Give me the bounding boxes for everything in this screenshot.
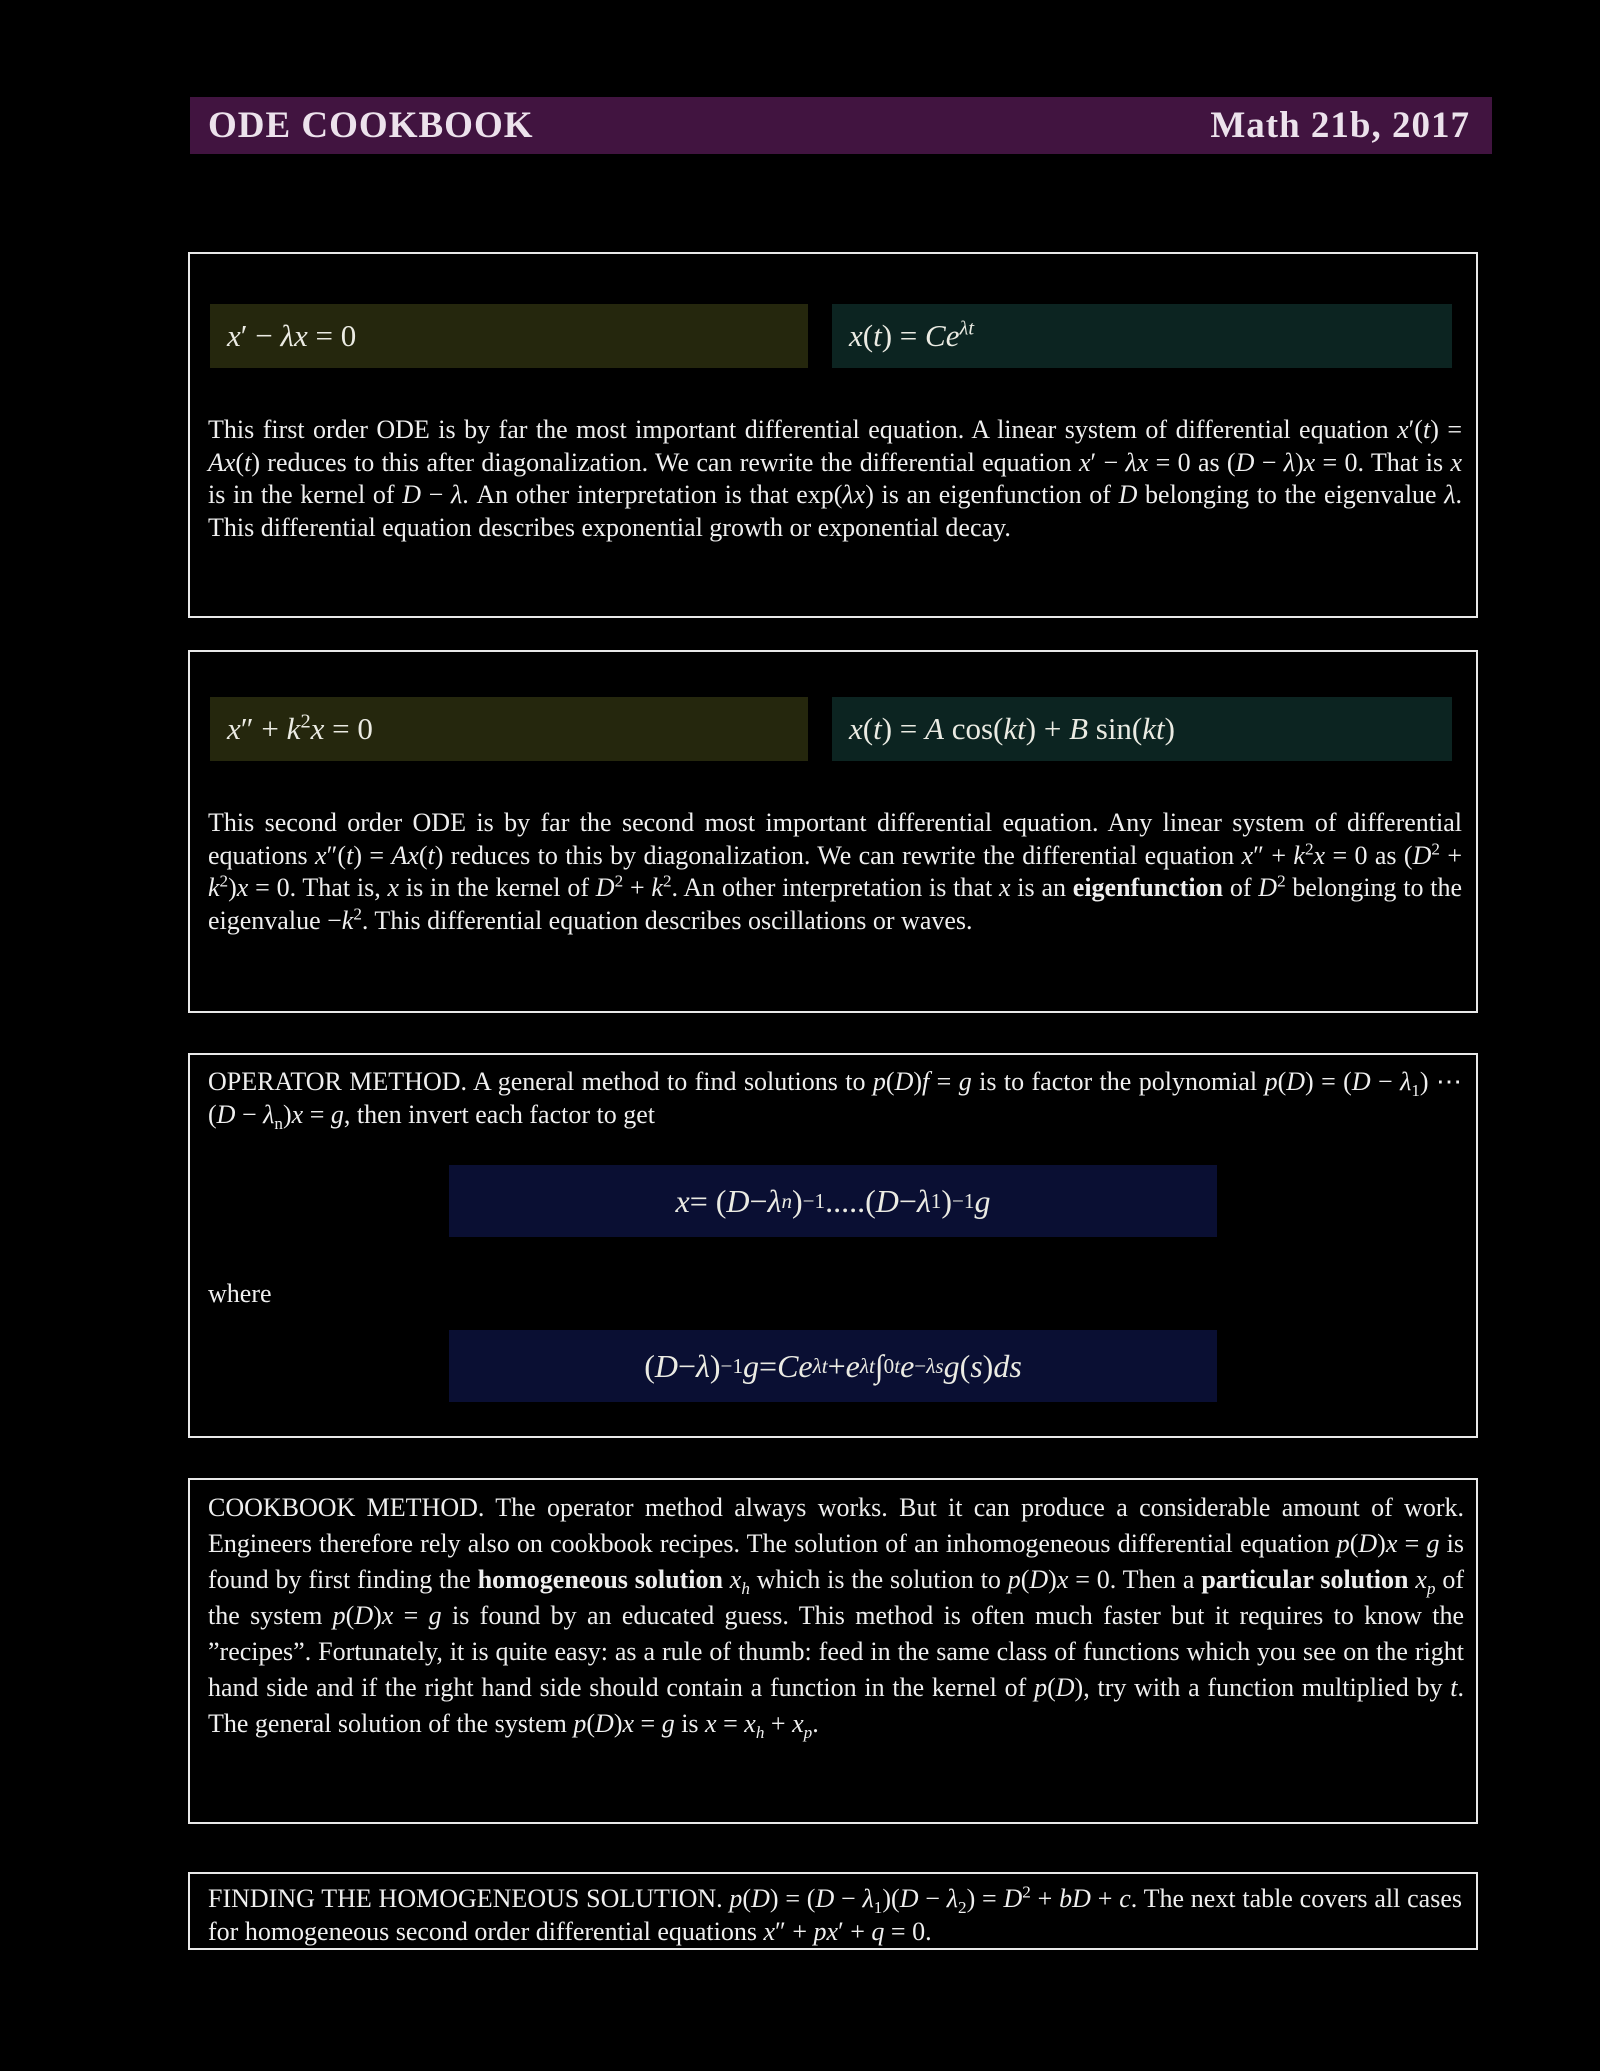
cookbook-method-box — [188, 1478, 1478, 1824]
first-order-ode-box — [188, 252, 1478, 618]
first-order-description: This first order ODE is by far the most important differential equation. A linear system of differential equation x′(t) = Ax(t) reduces to this after diagonalization. We can rewrite the differential equation x′ − λx = 0 as (D − λ)x = 0. That is x is in the kernel of D − λ. An other interpretation is that exp(λx) is an eigenfunction of D belonging to the eigenvalue λ. This differential equation describes exponential growth or exponential decay. — [208, 415, 1463, 542]
operator-method-intro: OPERATOR METHOD. A general method to find solutions to p(D)f = g is to factor the polynomial $p(D) = (D - \lambda_1)$ ⋯ $(D - \lambda_n)x = g$, then invert each factor to get — [208, 1067, 1462, 1134]
course-label: Math 21b, 2017 — [1210, 105, 1470, 146]
homogeneous-solution-box — [188, 1872, 1478, 1950]
first-order-equation: x′ − λx = 0 — [210, 304, 808, 368]
second-order-solution: x(t) = A cos(kt) + B sin(kt) — [832, 697, 1452, 761]
second-order-ode-box — [188, 650, 1478, 1013]
operator-inverse-equation: ( D − λ ) −1 g = Ce λt + e λt ∫ 0 t e −λs g ( s ) ds — [449, 1330, 1217, 1402]
where-label: where — [208, 1279, 272, 1308]
header-bar — [190, 97, 1492, 154]
operator-factored-equation: x = ( D − λ n ) −1 .....( D − λ 1 ) −1 g — [449, 1165, 1217, 1237]
operator-method-box — [188, 1053, 1478, 1438]
first-order-equation-row — [210, 304, 1452, 368]
homogeneous-solution-description: FINDING THE HOMOGENEOUS SOLUTION. $p(D) = (D - \lambda_1)(D - \lambda_2) = D^2$ + bD + c. The next table covers all cases for homogeneous second order differential equations x″ + px′ + q = 0. — [208, 1882, 1462, 1946]
page-title: ODE COOKBOOK — [208, 105, 534, 146]
cookbook-method-description: COOKBOOK METHOD. The operator method always works. But it can produce a considerable amount of work. Engineers therefore rely also on cookbook recipes. The solution of an inhomogeneous differential equation p(D)x = g is found by first finding the homogeneous solution $x_h$ which is the solution to p(D)x = 0. Then a particular solution $x_p$ of the system p(D)x = g is found by an educated guess. This method is often much faster but it requires to know the ”recipes”. Fortunately, it is quite easy: as a rule of thumb: feed in the same class of functions which you see on the right hand side and if the right hand side should contain a function in the kernel of p(D), try with a function multiplied by t. The general solution of the system p(D)x = g is $x = x_h + x_p$. — [208, 1493, 1464, 1743]
second-order-equation-row — [210, 697, 1452, 761]
second-order-description: This second order ODE is by far the second most important differential equation. Any linear system of differential equations x″(t) = Ax(t) reduces to this by diagonalization. We can rewrite the differential equation $x'' + k^2x = 0$ as $(D^2 + k^2)x = 0$. That is, x is in the kernel of $D^2 + k^2$. An other interpretation is that x is an eigenfunction of $D^2$ belonging to the eigenvalue $-k^2$. This differential equation describes oscillations or waves. — [208, 808, 1463, 935]
second-order-equation: $x'' + k^2x = 0$ — [210, 697, 808, 761]
first-order-solution: $x(t) = Ce^{\lambda t}$ — [832, 304, 1452, 368]
